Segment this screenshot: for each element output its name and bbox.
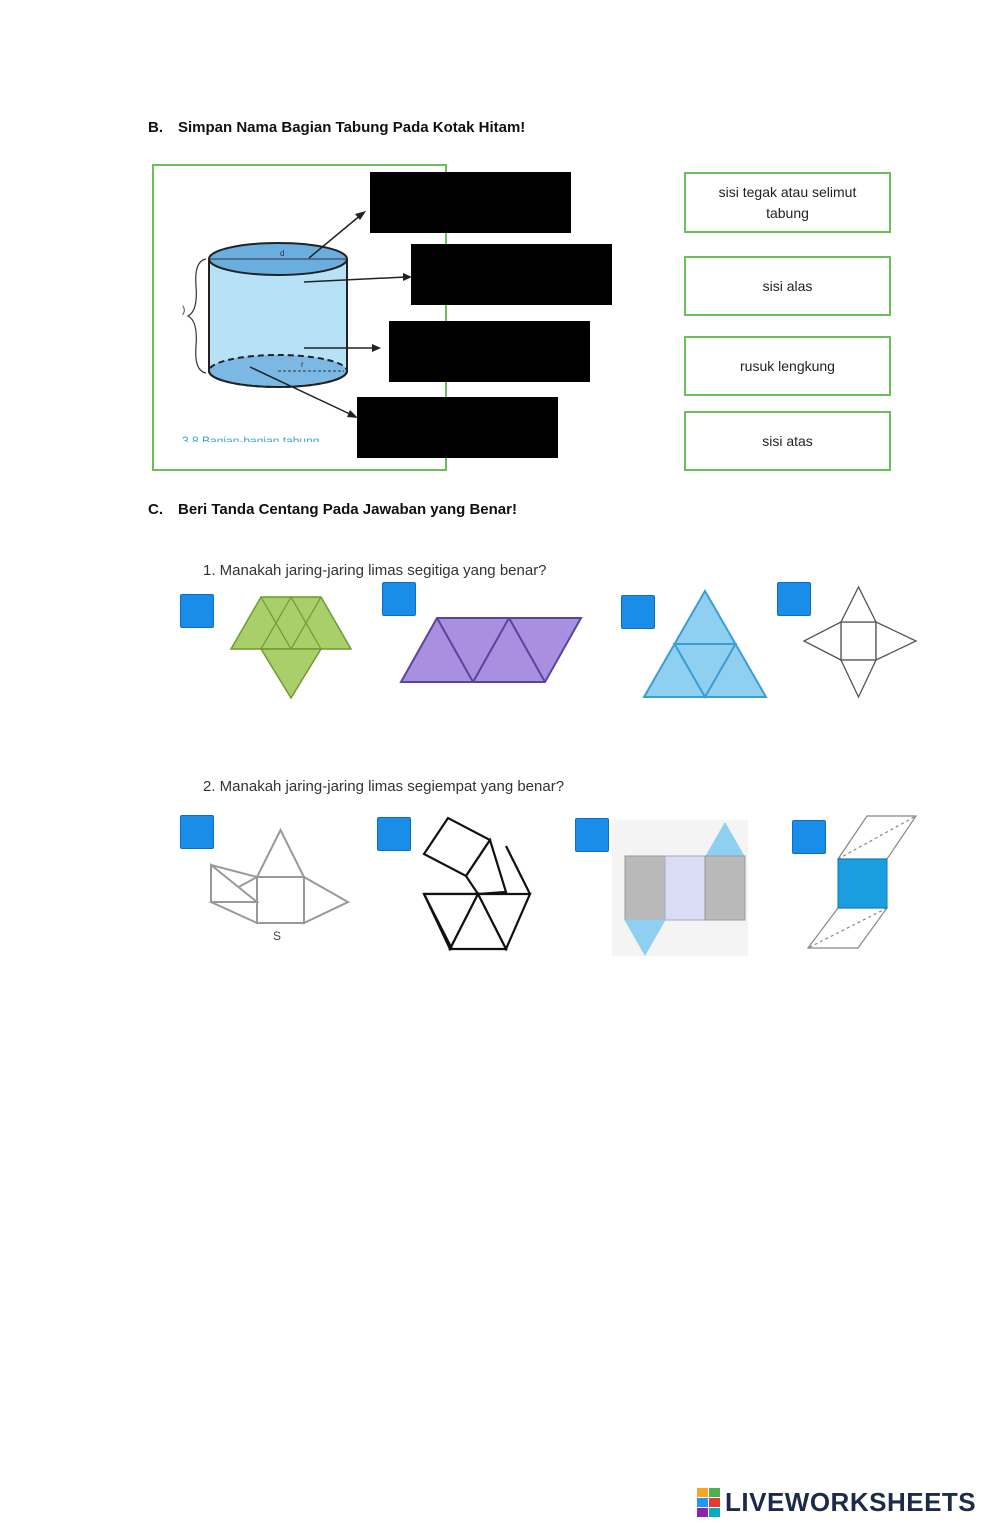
q1-option-3-net (641, 588, 769, 700)
q1-option-1-checkbox[interactable] (180, 594, 214, 628)
q1-option-2-checkbox[interactable] (382, 582, 416, 616)
drop-zone-2[interactable] (411, 244, 612, 305)
q2-option-2-checkbox[interactable] (377, 817, 411, 851)
section-b-heading: B. Simpan Nama Bagian Tabung Pada Kotak Hitam! (148, 119, 526, 136)
q2-option-1-side-label: S (273, 929, 282, 943)
drop-zone-4[interactable] (357, 397, 558, 458)
question-1: 1. Manakah jaring-jaring limas segitiga yang benar? (203, 562, 547, 579)
height-label: ) (182, 305, 186, 316)
section-c-heading: C. Beri Tanda Centang Pada Jawaban yang Benar! (148, 501, 517, 518)
choice-rusuk-lengkung[interactable]: rusuk lengkung (684, 336, 891, 396)
choice-sisi-alas[interactable]: sisi alas (684, 256, 891, 316)
choice-selimut-tabung[interactable]: sisi tegak atau selimut tabung (684, 172, 891, 233)
height-brace (188, 259, 206, 373)
drop-zone-3[interactable] (389, 321, 590, 382)
arrow-middle-head (372, 344, 381, 352)
q2-option-3-net (612, 818, 748, 960)
q2-option-4-net (805, 812, 921, 954)
radius-label: r (301, 360, 304, 369)
drop-zone-1[interactable] (370, 172, 571, 233)
q2-option-1-net (206, 827, 352, 947)
q1-option-1-net (228, 592, 354, 700)
liveworksheets-brand (697, 1487, 976, 1518)
choice-sisi-atas[interactable]: sisi atas (684, 411, 891, 471)
question-2: 2. Manakah jaring-jaring limas segiempat yang benar? (203, 778, 565, 795)
figure-caption: 3.8 Bagian-bagian tabung (182, 434, 320, 448)
q2-option-2-net (418, 814, 534, 954)
q1-option-2-net (398, 615, 584, 685)
liveworksheets-logo-icon (697, 1488, 721, 1518)
q1-option-4-net (801, 584, 919, 700)
diameter-label: d (280, 249, 285, 258)
q2-option-3-checkbox[interactable] (575, 818, 609, 852)
brand-name: LIVEWORKSHEETS (725, 1487, 977, 1517)
